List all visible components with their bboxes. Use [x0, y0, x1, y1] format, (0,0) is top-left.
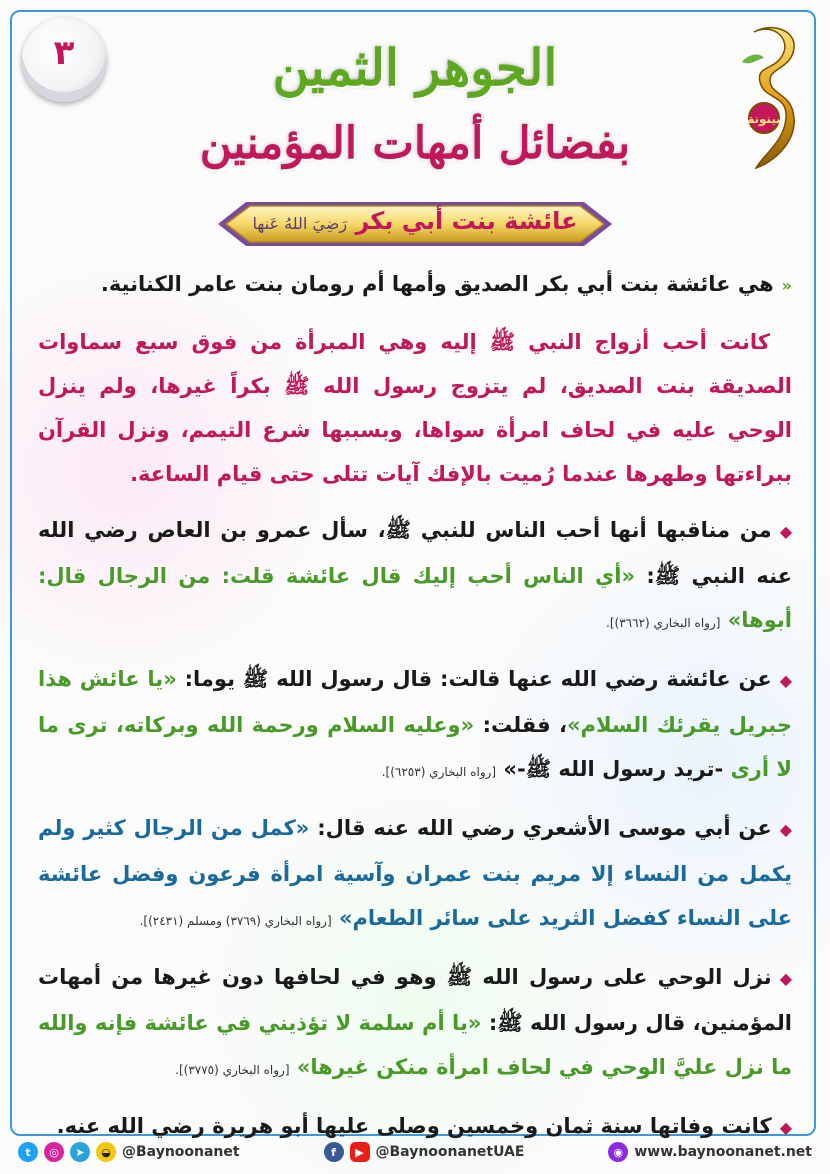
arrow-bullet-icon: « — [781, 276, 792, 295]
footer-handle[interactable]: @Baynoonanet — [122, 1144, 240, 1160]
twitter-icon[interactable]: t — [18, 1142, 38, 1162]
footer-social-bar — [18, 1138, 812, 1166]
banner-name: عائشة بنت أبي بكر — [355, 207, 578, 235]
footer-website-group — [608, 1142, 812, 1162]
website-icon[interactable]: ◉ — [608, 1142, 628, 1162]
youtube-icon[interactable]: ▶ — [350, 1142, 370, 1162]
instagram-icon[interactable]: ◎ — [44, 1142, 64, 1162]
paragraph-intro: «هي عائشة بنت أبي بكر الصديق وأمها أم رومان بنت عامر الكنانية. — [38, 262, 792, 308]
paragraph-virtue-1: ◆من مناقبها أنها أحب الناس للنبي ﷺ، سأل عمرو بن العاص رضي الله عنه النبي ﷺ: «أي الناس أحب إليك قال عائشة قلت: من الرجال قال: أبوها» [رواه البخاري (٣٦٦٢)]. — [38, 508, 792, 645]
snapchat-icon[interactable]: ◒ — [96, 1142, 116, 1162]
telegram-icon[interactable]: ➤ — [70, 1142, 90, 1162]
diamond-bullet-icon: ◆ — [779, 522, 792, 541]
paragraph-death: ◆كانت وفاتها سنة ثمان وخمسين وصلى عليها أبو هريرة رضي الله عنه. — [38, 1104, 792, 1150]
subtitle: بفضائل أمهات المؤمنين — [199, 118, 631, 169]
paragraph-virtue-3: ◆عن أبي موسى الأشعري رضي الله عنه قال: «كمل من الرجال كثير ولم يكمل من النساء إلا مريم بنت عمران وآسية امرأة فرعون وفضل عائشة على النساء كفضل الثريد على سائر الطعام» [رواه البخاري (٣٧٦٩) ومسلم (٢٤٣١)]. — [38, 806, 792, 943]
footer-handle-group — [18, 1142, 240, 1162]
name-banner — [218, 198, 612, 250]
main-title: الجوهر الثمين — [272, 38, 558, 97]
page-number: ٣ — [53, 33, 75, 73]
diamond-bullet-icon: ◆ — [779, 969, 792, 988]
banner-honorific: رَضِيَ اللهُ عَنها — [252, 214, 348, 233]
footer-website[interactable]: www.baynoonanet.net — [634, 1144, 812, 1160]
article-body — [38, 262, 792, 1162]
diamond-bullet-icon: ◆ — [779, 1118, 792, 1137]
footer-handle-uae[interactable]: @BaynoonanetUAE — [375, 1144, 525, 1160]
paragraph-virtue-2: ◆عن عائشة رضي الله عنها قالت: قال رسول الله ﷺ يوما: «يا عائش هذا جبريل يقرئك السلام»، فقلت: «وعليه السلام ورحمة الله وبركاته، ترى ما لا أرى -تريد رسول الله ﷺ-» [رواه البخاري (٦٢٥٣)]. — [38, 657, 792, 794]
diamond-bullet-icon: ◆ — [779, 820, 792, 839]
paragraph-description: كانت أحب أزواج النبي ﷺ إليه وهي المبرأة من فوق سبع سماوات الصديقة بنت الصديق، لم يتزوج رسول الله ﷺ بكراً غيرها، ولم ينزل الوحي عليه في لحاف امرأة سواها، وبسببها شرع التيمم، ونزل القرآن ببراءتها وطهرها عندما رُميت بالإفك آيات تتلى حتى قيام الساعة. — [38, 330, 792, 486]
svg-text:بينونة: بينونة — [747, 112, 781, 126]
paragraph-virtue-4: ◆نزل الوحي على رسول الله ﷺ وهو في لحافها دون غيرها من أمهات المؤمنين، قال رسول الله ﷺ: «يا أم سلمة لا تؤذيني في عائشة فإنه والله ما نزل عليَّ الوحي في لحاف امرأة منكن غيرها» [رواه البخاري (٣٧٧٥)]. — [38, 955, 792, 1092]
diamond-bullet-icon: ◆ — [779, 671, 792, 690]
facebook-icon[interactable]: f — [324, 1142, 344, 1162]
footer-handle-uae-group — [324, 1142, 525, 1162]
